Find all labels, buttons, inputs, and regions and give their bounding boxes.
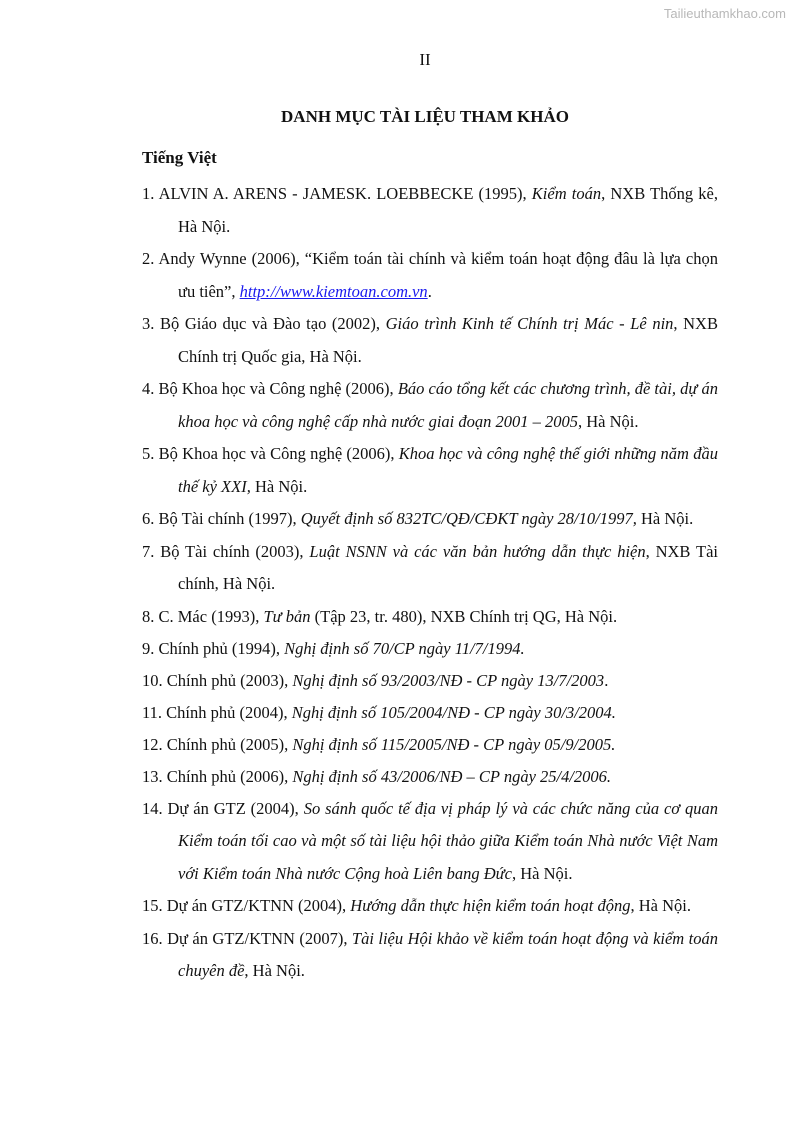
reference-item	[142, 503, 718, 536]
reference-title: Khoa học và công nghệ thế giới những năm đầu thế kỷ XXI,	[178, 444, 718, 496]
reference-text: , NXB Chính trị Quốc gia, Hà Nội.	[178, 314, 718, 366]
reference-text: Hà Nội.	[250, 476, 308, 496]
reference-text: , Hà Nội.	[511, 863, 573, 883]
reference-title: Nghị định số 115/2005/NĐ - CP ngày 05/9/2005.	[292, 734, 616, 754]
page-title: DANH MỤC TÀI LIỆU THAM KHẢO	[281, 107, 569, 126]
reference-text: Hà Nội.	[636, 509, 694, 528]
reference-text: , Hà Nội.	[630, 896, 692, 915]
reference-text: 11. Chính phủ (2004),	[142, 702, 292, 722]
reference-title: So sánh quốc tế địa vị pháp lý và các chức năng của cơ quan Kiểm toán tối cao và một số tài liệu hội thảo giữa Kiểm toán Nhà nước Việt Nam với Kiểm toán Nhà nước Cộng hoà Liên bang Đức	[178, 798, 718, 883]
reference-title: Tài liệu Hội khảo về kiểm toán hoạt động và kiểm toán chuyên đề	[178, 928, 718, 980]
reference-item	[142, 601, 718, 633]
reference-text: (Tập 23, tr. 480), NXB Chính trị QG, Hà Nội.	[310, 606, 618, 626]
reference-text: 7. Bộ Tài chính (2003),	[142, 541, 310, 561]
reference-text: 4. Bộ Khoa học và Công nghệ (2006),	[142, 379, 398, 398]
reference-title: Giáo trình Kinh tế Chính trị Mác - Lê nin	[385, 314, 674, 333]
reference-item	[142, 697, 718, 729]
reference-text: , Hà Nội.	[244, 961, 305, 980]
reference-text: 2. Andy Wynne (2006), “Kiểm toán tài chính và kiểm toán hoạt động đâu là lựa chọn ưu tiên”,	[142, 249, 718, 301]
reference-title: Quyết định số 832TC/QĐ/CĐKT ngày 28/10/1997,	[300, 509, 637, 528]
reference-item	[142, 373, 718, 438]
reference-title: Luật NSNN và các văn bản hướng dẫn thực hiện	[309, 541, 646, 561]
reference-title: Kiểm toán	[531, 184, 602, 203]
reference-text: 14. Dự án GTZ (2004),	[142, 798, 304, 818]
reference-link[interactable]: http://www.kiemtoan.com.vn	[239, 281, 428, 301]
reference-text: 16. Dự án GTZ/KTNN (2007),	[142, 928, 352, 948]
reference-text: .	[427, 281, 432, 301]
reference-text: 5. Bộ Khoa học và Công nghệ (2006),	[142, 444, 399, 463]
reference-item	[142, 438, 718, 503]
reference-text: 6. Bộ Tài chính (1997),	[142, 509, 301, 528]
reference-title: Tư bản	[263, 606, 311, 626]
reference-item	[142, 308, 718, 373]
reference-title: Nghị định số 93/2003/NĐ - CP ngày 13/7/2003	[292, 670, 605, 690]
reference-text: , Hà Nội.	[578, 411, 639, 431]
reference-text: 8. C. Mác (1993),	[142, 606, 264, 626]
reference-text: 15. Dự án GTZ/KTNN (2004),	[142, 896, 351, 915]
reference-text: , NXB Tài chính, Hà Nội.	[178, 541, 718, 593]
reference-title: Báo cáo tổng kết các chương trình, đề tài, dự án khoa học và công nghệ cấp nhà nước giai đoạn 2001 – 2005	[178, 379, 718, 431]
reference-text: 10. Chính phủ (2003),	[142, 670, 293, 690]
reference-text: .	[604, 670, 609, 690]
reference-title: Nghị định số 105/2004/NĐ - CP ngày 30/3/2004.	[291, 702, 616, 722]
reference-item	[142, 761, 718, 793]
reference-text: 3. Bộ Giáo dục và Đào tạo (2002),	[142, 314, 386, 333]
watermark: Tailieuthamkhao.com	[663, 6, 786, 21]
reference-item	[142, 665, 718, 697]
reference-title: Nghị định số 43/2006/NĐ – CP ngày 25/4/2006.	[292, 766, 612, 786]
reference-item	[142, 890, 718, 923]
reference-list	[142, 178, 718, 988]
reference-item	[142, 536, 718, 601]
reference-item	[142, 633, 718, 665]
reference-item	[142, 793, 718, 891]
reference-item	[142, 178, 718, 243]
reference-title: Nghị định số 70/CP ngày 11/7/1994.	[284, 638, 525, 658]
reference-text: 13. Chính phủ (2006),	[142, 766, 293, 786]
section-heading: Tiếng Việt	[142, 148, 217, 167]
reference-item	[142, 923, 718, 988]
reference-text: 9. Chính phủ (1994),	[142, 638, 285, 658]
reference-item	[142, 729, 718, 761]
reference-text: , NXB Thống kê, Hà Nội.	[178, 184, 718, 236]
reference-item	[142, 243, 718, 308]
page-number: II	[419, 50, 431, 69]
reference-text: 1. ALVIN A. ARENS - JAMESK. LOEBBECKE (1995),	[142, 184, 532, 203]
reference-text: 12. Chính phủ (2005),	[142, 734, 293, 754]
reference-title: Hướng dẫn thực hiện kiểm toán hoạt động	[350, 896, 631, 915]
